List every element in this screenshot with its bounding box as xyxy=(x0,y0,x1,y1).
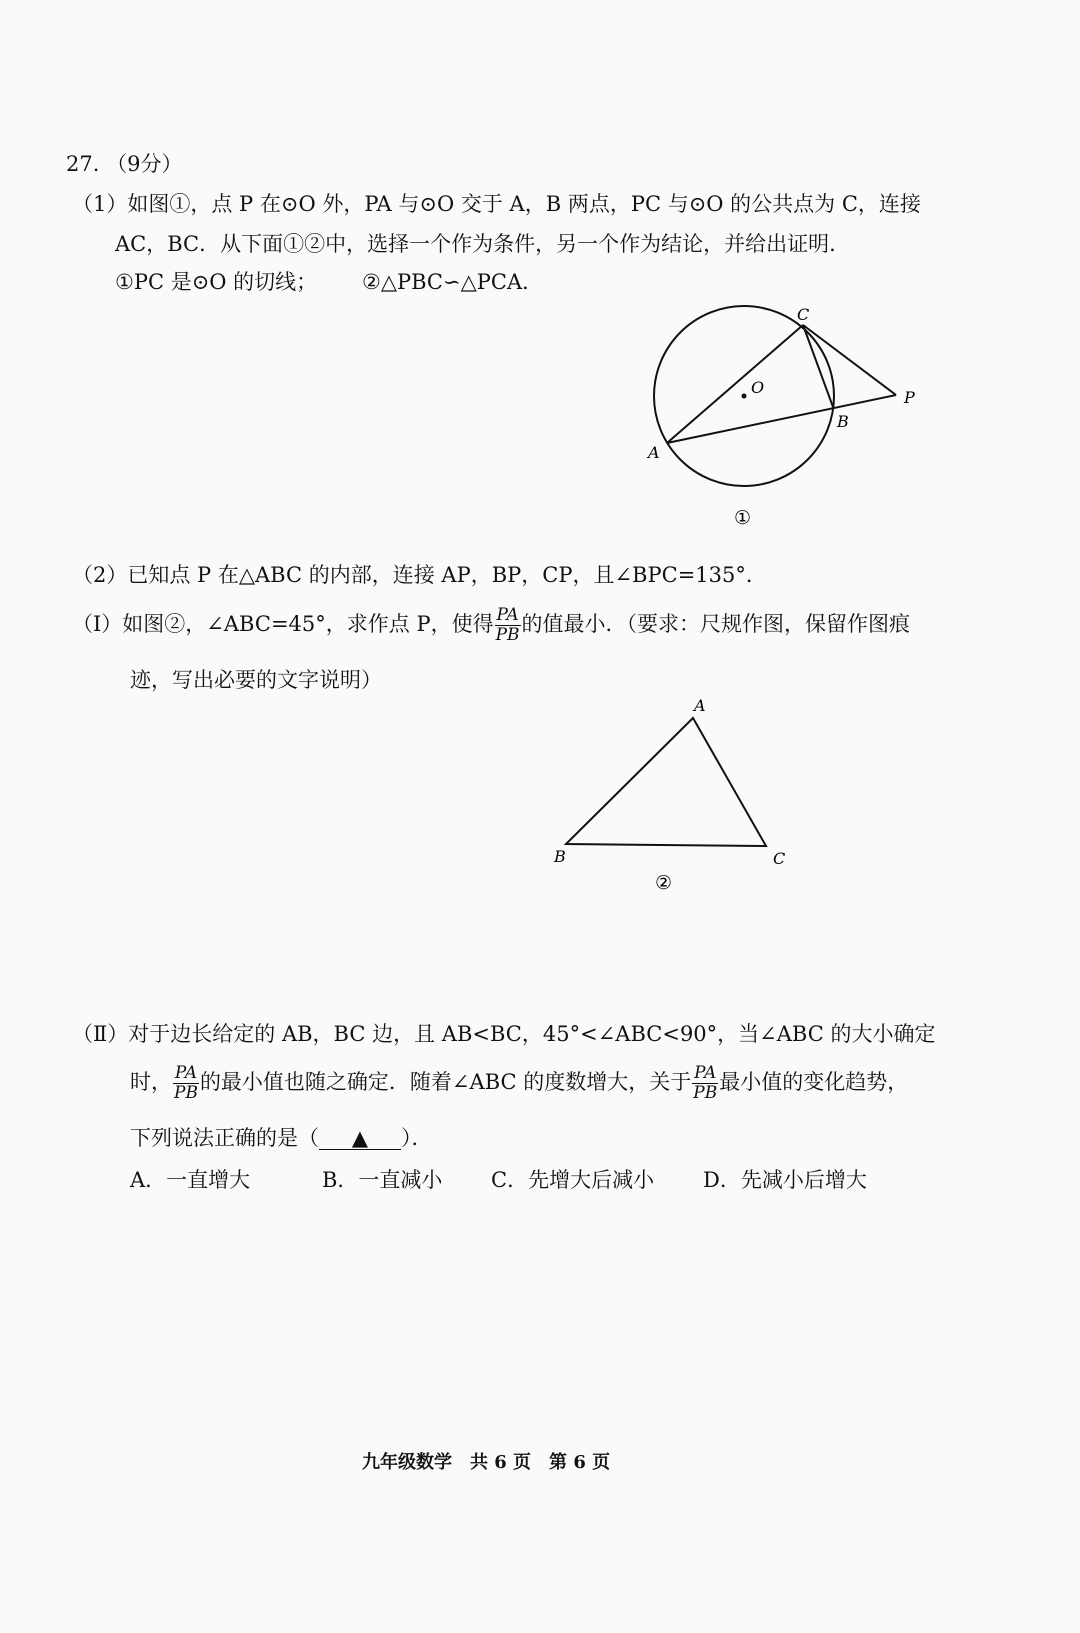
part1-option2: ②△PBC∽△PCA． xyxy=(362,270,544,294)
part2ii-text-line3b: ）． xyxy=(401,1126,433,1150)
label-c: C xyxy=(797,305,810,324)
part2i-text-before: 如图②，∠ABC=45°，求作点 P，使得 xyxy=(122,612,494,636)
part1-line1 xyxy=(72,188,921,218)
choice-a: A．一直增大 xyxy=(130,1168,251,1192)
label-o: O xyxy=(751,378,765,397)
part2ii-label: （Ⅱ） xyxy=(72,1022,129,1046)
figure-1 xyxy=(620,295,940,540)
part2ii-text-b: 的最小值也随之确定．随着∠ABC 的度数增大，关于 xyxy=(199,1070,692,1094)
label-a: A xyxy=(648,443,660,462)
part2-line xyxy=(72,559,767,589)
fraction-numerator: PA xyxy=(496,605,519,625)
choice-b: B．一直减小 xyxy=(322,1168,443,1192)
fraction-denominator: PB xyxy=(174,1083,198,1103)
part2ii-line3 xyxy=(130,1122,433,1152)
fraction-pa-pb xyxy=(173,1064,199,1103)
part1-text-line1: 如图①，点 P 在⊙O 外，PA 与⊙O 交于 A，B 两点，PC 与⊙O 的公共点为 C，连接 xyxy=(127,192,921,216)
part2i-line2: 迹，写出必要的文字说明） xyxy=(130,668,382,692)
part2-text: 已知点 P 在△ABC 的内部，连接 AP，BP，CP，且∠BPC=135°． xyxy=(127,563,767,587)
question-header xyxy=(66,148,182,178)
triangle-abc xyxy=(566,718,766,846)
choice-d: D．先减小后增大 xyxy=(703,1168,867,1192)
fraction-denominator: PB xyxy=(495,625,520,645)
label-b: B xyxy=(554,847,566,866)
question-score: （9分） xyxy=(106,152,183,176)
part2ii-line1 xyxy=(72,1018,936,1048)
fraction-denominator: PB xyxy=(693,1083,718,1103)
part2ii-text-a: 时， xyxy=(130,1070,172,1094)
figure2-caption: ② xyxy=(655,872,673,894)
question-number: 27. xyxy=(66,152,100,176)
figure1-caption: ① xyxy=(734,507,752,529)
fraction-numerator: PA xyxy=(694,1063,717,1083)
part1-option1: ①PC 是⊙O 的切线； xyxy=(115,270,318,294)
answer-blank[interactable]: ▲ xyxy=(319,1127,401,1150)
part2i-text-after: 的值最小．（要求：尺规作图，保留作图痕 xyxy=(521,612,911,636)
label-b: B xyxy=(837,412,849,431)
part2ii-text-c: 最小值的变化趋势， xyxy=(719,1070,909,1094)
fraction-numerator: PA xyxy=(174,1063,198,1083)
choice-c: C．先增大后减小 xyxy=(491,1168,655,1192)
fraction-pa-pb xyxy=(495,606,521,645)
page-footer: 九年级数学 共 6 页 第 6 页 xyxy=(362,1452,611,1473)
part2i-label: （Ⅰ） xyxy=(72,612,123,636)
segment-cp xyxy=(803,325,896,395)
part2ii-text-line1: 对于边长给定的 AB，BC 边，且 AB<BC，45°<∠ABC<90°，当∠ABC 的大小确定 xyxy=(128,1022,936,1046)
label-p: P xyxy=(904,388,915,407)
part2i-line1 xyxy=(72,602,910,646)
part1-line2: AC，BC．从下面①②中，选择一个作为条件，另一个作为结论，并给出证明． xyxy=(115,232,851,256)
center-dot xyxy=(742,394,747,399)
part2-label: （2） xyxy=(72,563,128,587)
figure-2 xyxy=(540,690,820,905)
part2ii-text-line3a: 下列说法正确的是（ xyxy=(130,1126,319,1150)
label-a: A xyxy=(694,696,706,715)
segment-ac xyxy=(667,325,803,443)
part1-label: （1） xyxy=(72,192,128,216)
part2ii-line2 xyxy=(130,1060,908,1104)
segment-ap xyxy=(667,395,896,443)
fraction-pa-pb-2 xyxy=(692,1064,718,1103)
label-c: C xyxy=(773,849,786,868)
